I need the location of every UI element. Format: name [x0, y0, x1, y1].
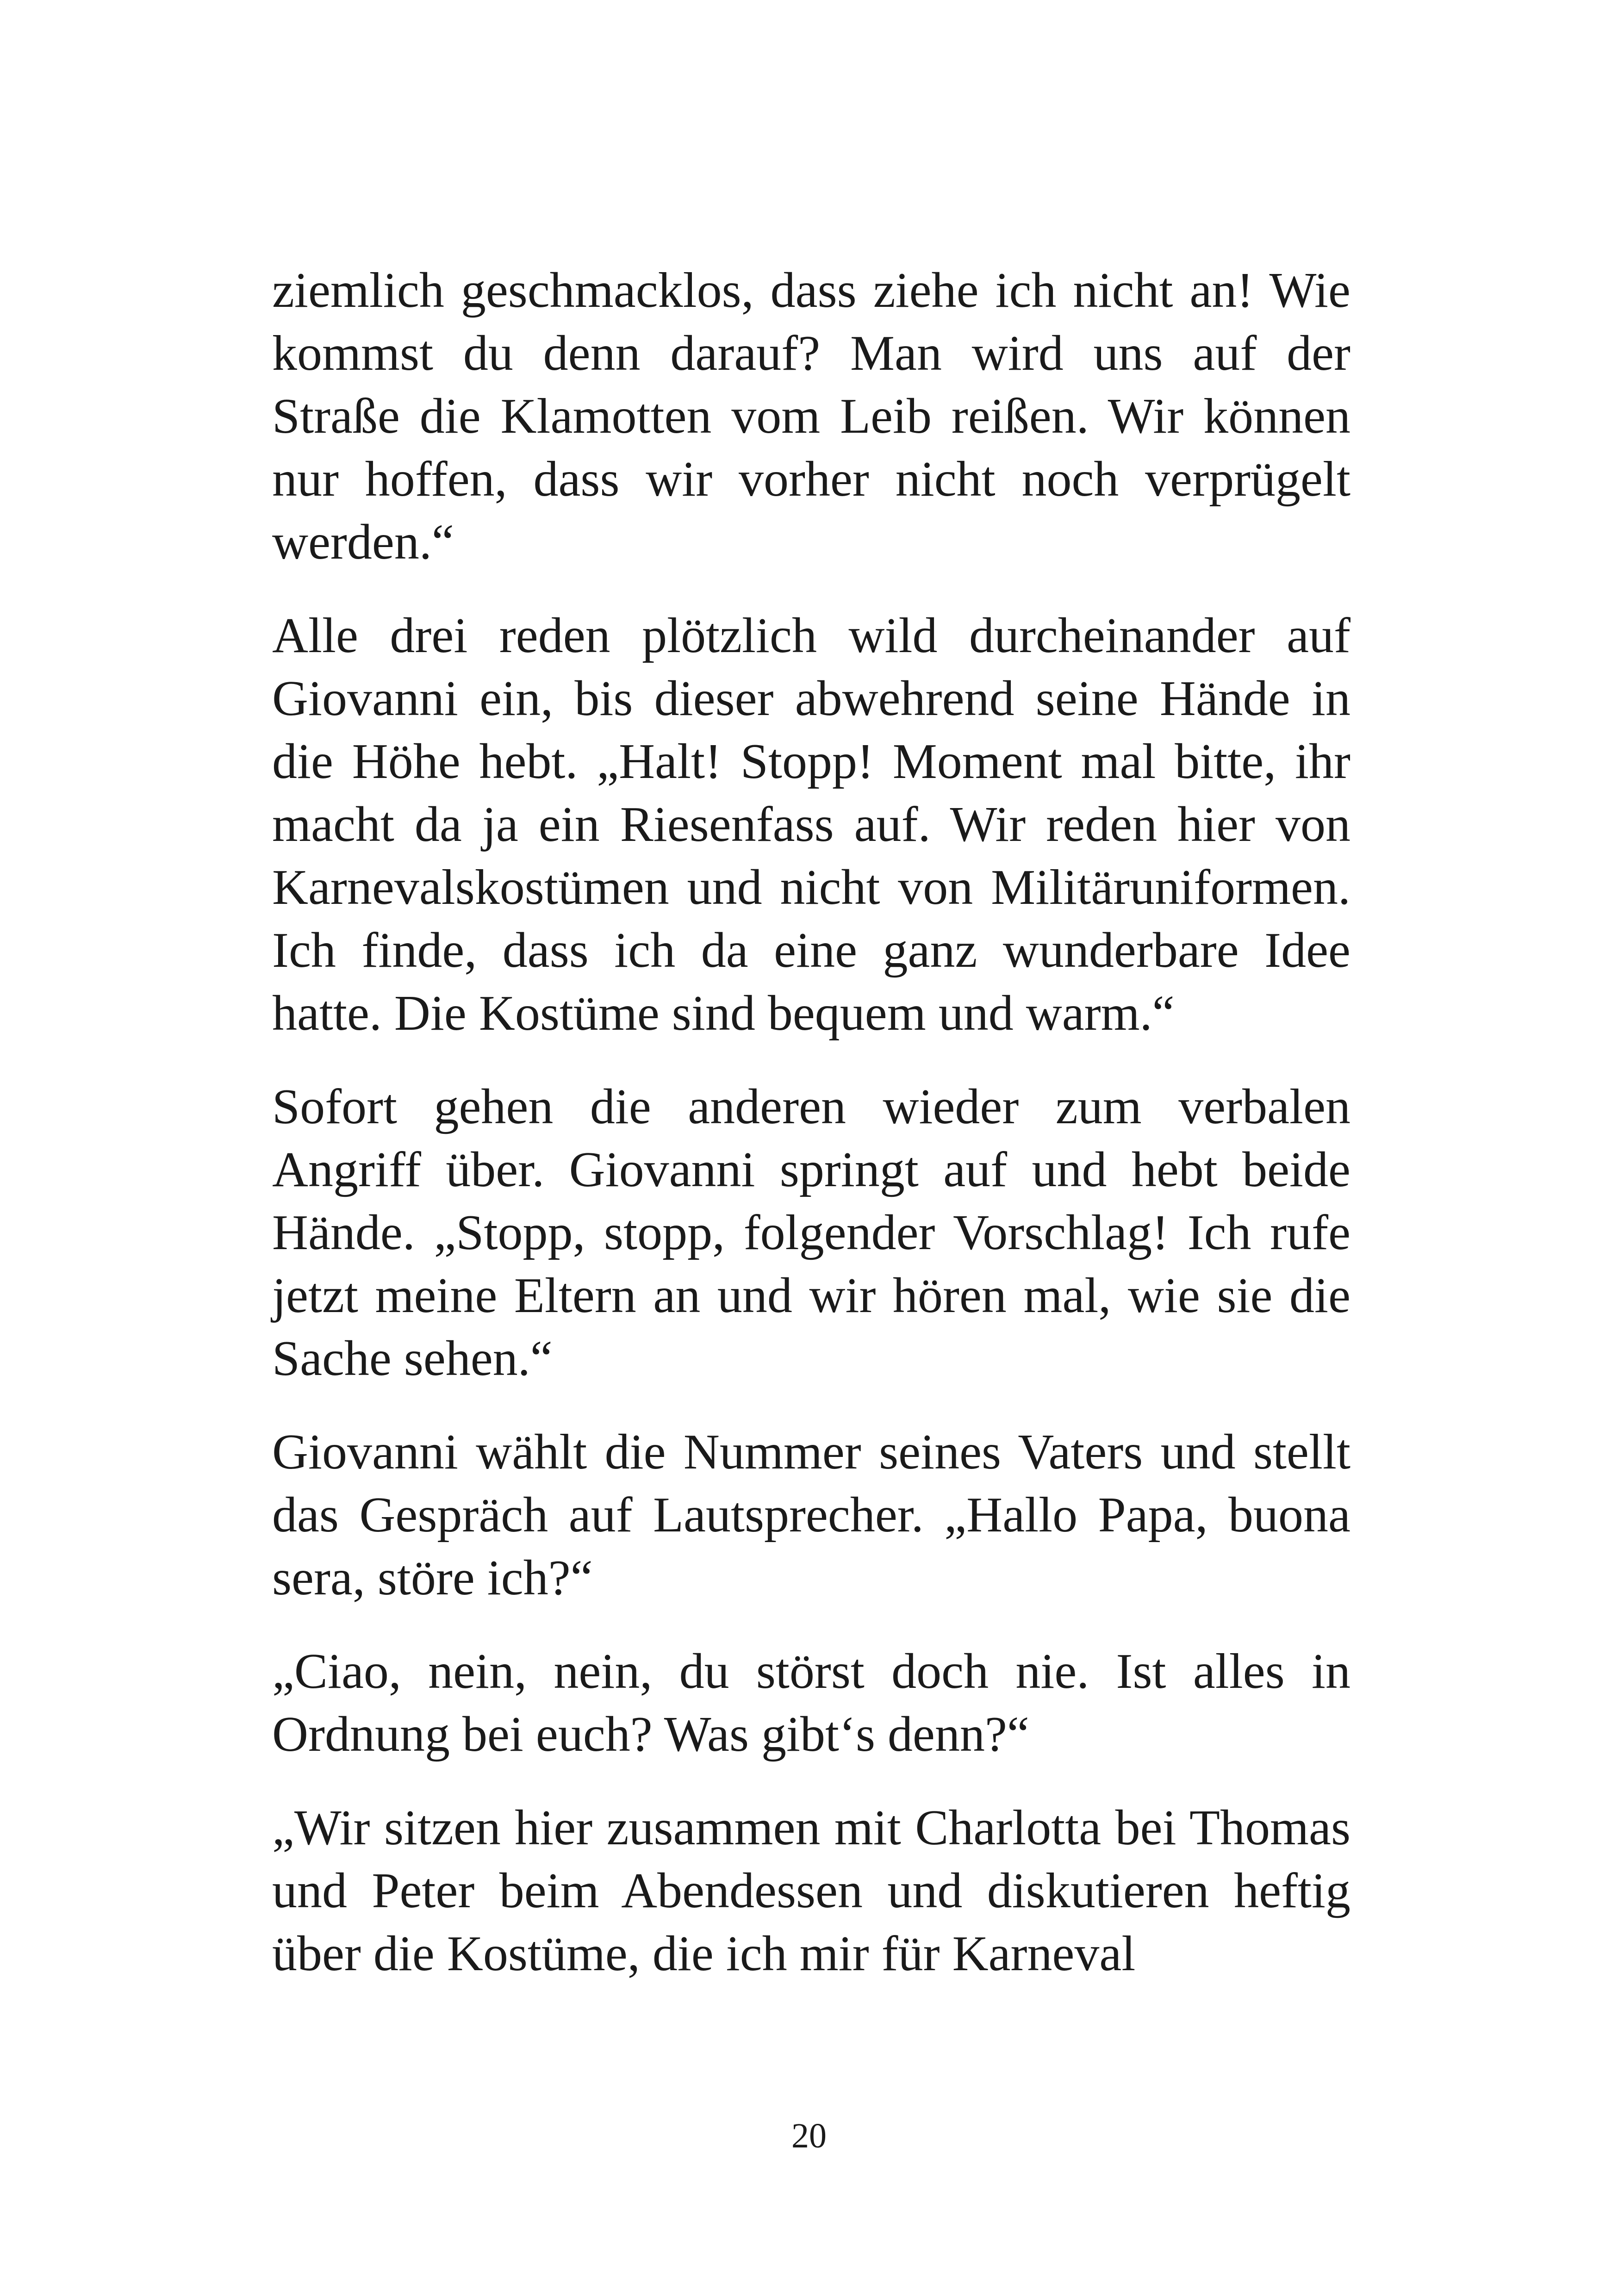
paragraph-5: „Ciao, nein, nein, du störst doch nie. Ist alles in Ordnung bei euch? Was gibt‘s denn?“ — [272, 1644, 1350, 1762]
paragraph-4: Giovanni wählt die Nummer seines Vaters und stellt das Gespräch auf Lautsprecher. „Hallo Papa, buona sera, störe ich?“ — [272, 1425, 1350, 1605]
paragraph-3: Sofort gehen die anderen wieder zum verbalen Angriff über. Giovanni springt auf und hebt beide Hände. „Stopp, stopp, folgender Vorschlag! Ich rufe jetzt meine Eltern an und wir hören mal, wie sie die Sache sehen.“ — [272, 1079, 1350, 1386]
paragraph-2: Alle drei reden plötzlich wild durcheinander auf Giovanni ein, bis dieser abwehrend seine Hände in die Höhe hebt. „Halt! Stopp! Moment mal bitte, ihr macht da ja ein Riesenfass auf. Wir reden hier von Karnevalskostümen und nicht von Militäruniformen. Ich finde, dass ich da eine ganz wunderbare Idee hatte. Die Kostüme sind bequem und warm.“ — [272, 608, 1350, 1041]
page-number: 20 — [791, 2116, 827, 2155]
paragraph-1: ziemlich geschmacklos, dass ziehe ich nicht an! Wie kommst du denn darauf? Man wird uns auf der Straße die Klamotten vom Leib reißen. Wir können nur hoffen, dass wir vorher nicht noch verprügelt werden.“ — [272, 263, 1350, 570]
body-text — [272, 259, 1350, 2016]
paragraph-6: „Wir sitzen hier zusammen mit Charlotta bei Thomas und Peter beim Abendessen und diskutieren heftig über die Kostüme, die ich mir für Karneval — [272, 1800, 1350, 1981]
